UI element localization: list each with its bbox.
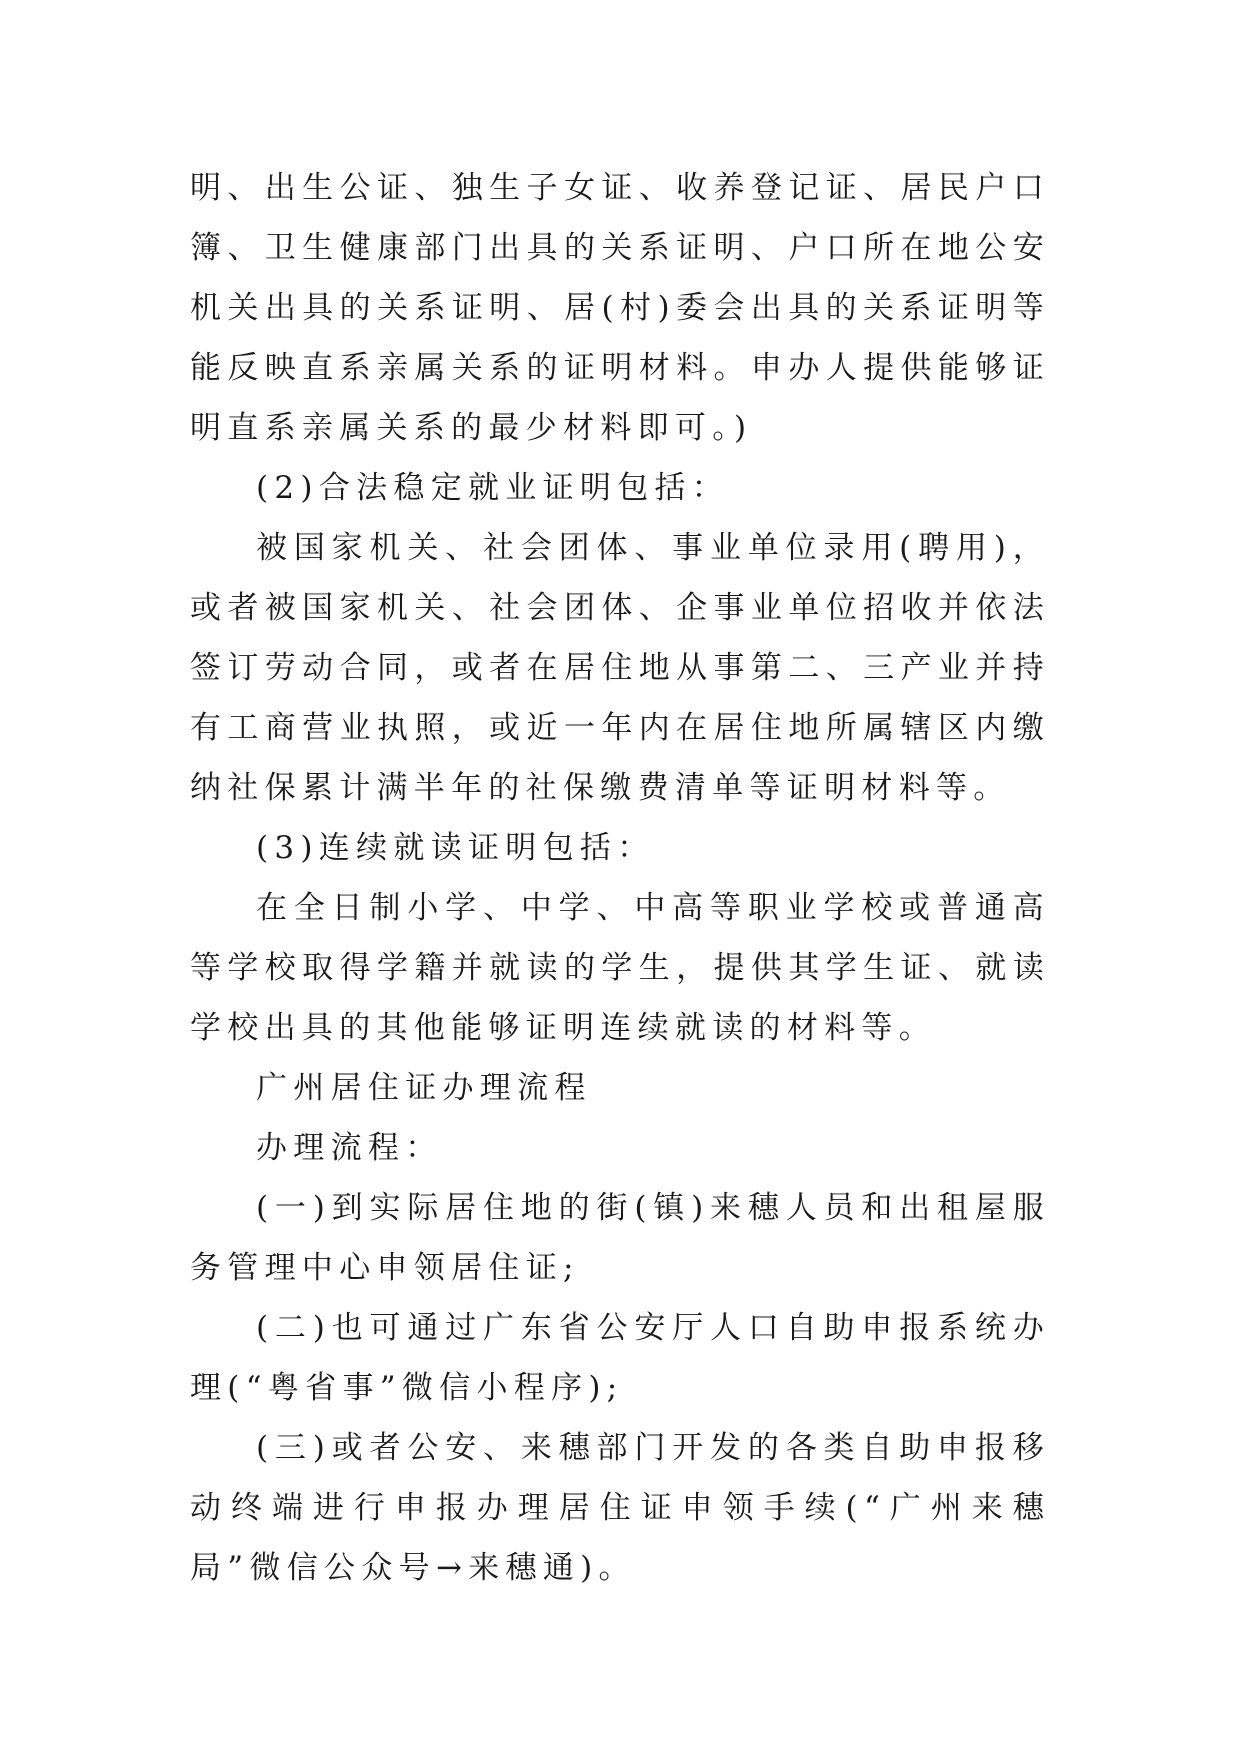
document-body (190, 158, 1050, 1598)
paragraph-study-heading: (3)连续就读证明包括： (256, 830, 655, 866)
paragraph-documents-continued: 明、出生公证、独生子女证、收养登记证、居民户口簿、卫生健康部门出具的关系证明、户口所在地公安机关出具的关系证明、居(村)委会出具的关系证明等能反映直系亲属关系的证明材料。申办人提供能够证明直系亲属关系的最少材料即可。) (190, 170, 1050, 446)
paragraph-study-detail: 在全日制小学、中学、中高等职业学校或普通高等学校取得学籍并就读的学生，提供其学生证、就读学校出具的其他能够证明连续就读的材料等。 (190, 890, 1050, 1046)
process-step-2: (二)也可通过广东省公安厅人口自助申报系统办理(“粤省事”微信小程序); (190, 1310, 1050, 1406)
process-label: 办理流程： (256, 1130, 443, 1166)
process-step-1: (一)到实际居住地的街(镇)来穗人员和出租屋服务管理中心申领居住证; (190, 1190, 1050, 1286)
section-title-process: 广州居住证办理流程 (256, 1070, 592, 1106)
process-step-3: (三)或者公安、来穗部门开发的各类自助申报移动终端进行申报办理居住证申领手续(“广州来穗局”微信公众号→来穗通)。 (190, 1430, 1050, 1586)
paragraph-employment-heading: (2)合法稳定就业证明包括： (256, 470, 730, 506)
paragraph-employment-detail: 被国家机关、社会团体、事业单位录用(聘用)，或者被国家机关、社会团体、企事业单位招收并依法签订劳动合同，或者在居住地从事第二、三产业并持有工商营业执照，或近一年内在居住地所属辖区内缴纳社保累计满半年的社保缴费清单等证明材料等。 (190, 530, 1050, 806)
